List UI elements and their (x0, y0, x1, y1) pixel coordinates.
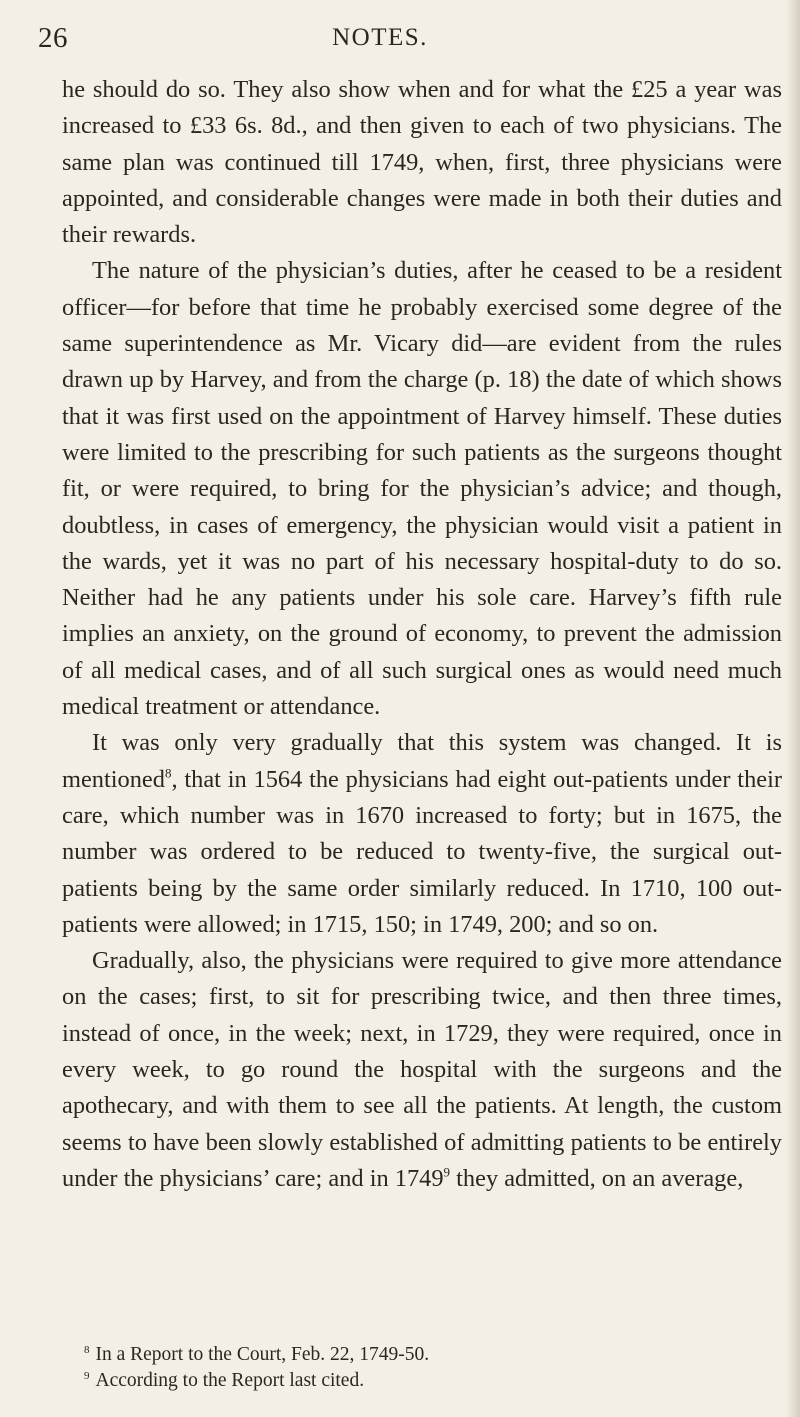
paragraph-4-text-b: they admitted, on an average, (450, 1164, 744, 1192)
paragraph-3-text-b: , that in 1564 the physicians had eight out-patients under their care, which number was in 1670 increased to forty; but in 1675, the number was ordered to be reduced to twenty-five, the surgical out-patients being by the same order similarly reduced. In 1710, 100 out-patients were allowed; in 1715, 150; in 1749, 200; and so on. (62, 765, 782, 938)
footnote-text: In a Report to the Court, Feb. 22, 1749-50. (95, 1344, 430, 1365)
footnotes (62, 1342, 782, 1394)
paragraph-3-text-a: It was only very gradually that this system was changed. It is mentioned (62, 729, 782, 793)
footnote-9 (62, 1368, 782, 1394)
footnote-marker: 8 (84, 1344, 90, 1357)
footnote-text: According to the Report last cited. (95, 1370, 365, 1391)
footnote-ref-8[interactable]: 8 (164, 764, 172, 780)
footnote-marker: 9 (84, 1370, 90, 1383)
footnote-8 (62, 1342, 782, 1368)
paragraph-2: The nature of the physician’s duties, after he ceased to be a resident officer—for before that time he probably exercised some degree of the same superintendence as Mr. Vicary did—are evident from the rules drawn up by Harvey, and from the charge (p. 18) the date of which shows that it was first used on the appointment of Harvey himself. These duties were limited to the prescribing for such patients as the surgeons thought fit, or were required, to bring for the physician’s advice; and though, doubtless, in cases of emergency, the physician would visit a patient in the wards, yet it was no part of his necessary hospital-duty to do so. Neither had he any patients under his sole care. Harvey’s fifth rule implies an anxiety, on the ground of economy, to prevent the admission of all medical cases, and of all such surgical ones as would need much medical treatment or attendance. (62, 257, 782, 721)
running-title: NOTES. (332, 24, 428, 51)
paragraph-3 (62, 725, 782, 943)
page-edge-shadow (786, 0, 800, 1417)
body-text (62, 72, 782, 1197)
paragraph-4-text-a: Gradually, also, the physicians were required to give more attendance on the cases; first, to sit for prescribing twice, and then three times, instead of once, in the week; next, in 1729, they were required, once in every week, to go round the hospital with the surgeons and the apothecary, and with them to see all the patients. At length, the custom seems to have been slowly established of admitting patients to be entirely under the physicians’ care; and in 1749 (62, 947, 782, 1192)
paragraph-4 (62, 943, 782, 1197)
footnote-ref-9[interactable]: 9 (443, 1164, 451, 1180)
paragraph-1: he should do so. They also show when and for what the £25 a year was increased to £33 6s. 8d., and then given to each of two physicians. The same plan was continued till 1749, when, first, three physicians were appointed, and considerable changes were made in both their duties and their rewards. (62, 76, 782, 249)
page-number: 26 (38, 22, 68, 54)
running-head (38, 22, 762, 58)
